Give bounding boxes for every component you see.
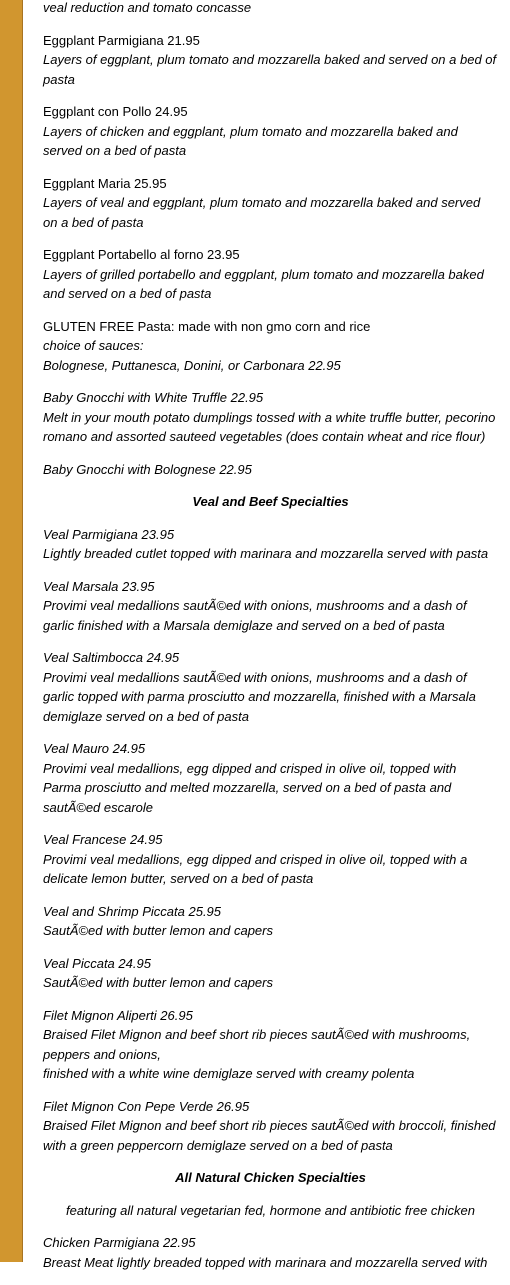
item-title: Veal and Shrimp Piccata 25.95 [43, 903, 222, 919]
item-description: Lightly breaded cutlet topped with marinara and mozzarella served with pasta [43, 546, 489, 561]
item-description: choice of sauces: [43, 338, 144, 353]
item-title: Baby Gnocchi with White Truffle 22.95 [43, 390, 264, 405]
item-title: Baby Gnocchi with Bolognese 22.95 [43, 461, 252, 477]
menu-item-eggplant-con-pollo [43, 102, 498, 161]
menu-item-veal-piccata [43, 954, 498, 993]
item-description: Melt in your mouth potato dumplings tossed with a white truffle butter, pecorino romano and assorted sauteed vegetables (does contain wheat and rice flour) [43, 409, 496, 444]
item-description: Provimi veal medallions sautÃ©ed with onions, mushrooms and a dash of garlic finished with a Marsala demiglaze and served on a bed of pasta [43, 598, 467, 633]
item-description: Braised Filet Mignon and beef short rib pieces sautÃ©ed with mushrooms, peppers and onions, [43, 1027, 471, 1062]
item-description: Breast Meat lightly breaded topped with marinara and mozzarella served with [43, 1254, 488, 1270]
item-description: Layers of eggplant, plum tomato and mozzarella baked and served on a bed of pasta [43, 52, 497, 87]
menu-item-eggplant-portabello [43, 245, 498, 304]
item-title: Chicken Parmigiana 22.95 [43, 1235, 196, 1250]
item-description: Braised Filet Mignon and beef short rib pieces sautÃ©ed with broccoli, finished with a green peppercorn demiglaze served on a bed of pasta [43, 1118, 496, 1153]
menu-item-veal-mauro [43, 739, 498, 817]
menu-item-veal-francese [43, 830, 498, 889]
menu-item-eggplant-maria [43, 174, 498, 233]
item-title: GLUTEN FREE Pasta: made with non gmo corn and rice [43, 318, 371, 334]
item-description: Provimi veal medallions, egg dipped and crisped in olive oil, topped with a delicate lemon butter, served on a bed of pasta [43, 851, 468, 886]
section-heading-chicken: All Natural Chicken Specialties [175, 1170, 366, 1185]
item-title: Veal Marsala 23.95 [43, 578, 155, 594]
item-title: Veal Mauro 24.95 [43, 741, 146, 756]
menu-item-veal-marsala [43, 577, 498, 636]
menu-item-veal-parmigiana [43, 525, 498, 564]
item-title: Veal Parmigiana 23.95 [43, 526, 175, 542]
item-description: Layers of veal and eggplant, plum tomato and mozzarella baked and served on a bed of pasta [43, 195, 481, 230]
side-color-bar [0, 0, 23, 1262]
item-title: Veal Francese 24.95 [43, 832, 163, 847]
menu-item-chicken-parmigiana [43, 1233, 498, 1272]
item-description: SautÃ©ed with butter lemon and capers [43, 975, 273, 990]
item-description: veal reduction and tomato concasse [43, 0, 252, 15]
item-title: Veal Saltimbocca 24.95 [43, 650, 180, 665]
menu-item-gluten-free-pasta [43, 317, 498, 376]
menu-item-continuation [43, 0, 498, 18]
item-description: Layers of chicken and eggplant, plum tomato and mozzarella baked and served on a bed of pasta [43, 123, 458, 158]
menu-item-filet-aliperti [43, 1006, 498, 1084]
item-title: Filet Mignon Aliperti 26.95 [43, 1007, 193, 1023]
menu-item-eggplant-parmigiana [43, 31, 498, 90]
menu-item-filet-pepe-verde [43, 1097, 498, 1156]
menu-item-veal-saltimbocca [43, 648, 498, 726]
section-note-chicken: featuring all natural vegetarian fed, hormone and antibiotic free chicken [65, 1202, 476, 1218]
menu-item-veal-shrimp-piccata [43, 902, 498, 941]
item-title: Eggplant Portabello al forno 23.95 [43, 247, 240, 262]
menu-item-gnocchi-truffle [43, 388, 498, 447]
section-heading-veal-beef: Veal and Beef Specialties [192, 494, 349, 509]
item-description: Bolognese, Puttanesca, Donini, or Carbonara 22.95 [43, 357, 341, 373]
item-description: Provimi veal medallions, egg dipped and crisped in olive oil, topped with Parma prosciutto and melted mozzarella, served on a bed of pasta and sautÃ©ed escarole [43, 760, 457, 815]
menu-content [43, 0, 498, 1285]
menu-item-gnocchi-bolognese [43, 460, 498, 480]
item-title: Eggplant con Pollo 24.95 [43, 104, 188, 119]
item-description: SautÃ©ed with butter lemon and capers [43, 923, 273, 938]
item-title: Veal Piccata 24.95 [43, 955, 151, 971]
item-description: Layers of grilled portabello and eggplant, plum tomato and mozzarella baked and served on a bed of pasta [43, 266, 484, 301]
item-title: Filet Mignon Con Pepe Verde 26.95 [43, 1098, 250, 1114]
item-description: finished with a white wine demiglaze served with creamy polenta [43, 1066, 415, 1081]
item-description: Provimi veal medallions sautÃ©ed with onions, mushrooms and a dash of garlic topped with parma prosciutto and mozzarella, finished with a Marsala demiglaze served on a bed of pasta [43, 669, 476, 724]
item-title: Eggplant Maria 25.95 [43, 175, 167, 191]
item-title: Eggplant Parmigiana 21.95 [43, 32, 200, 48]
